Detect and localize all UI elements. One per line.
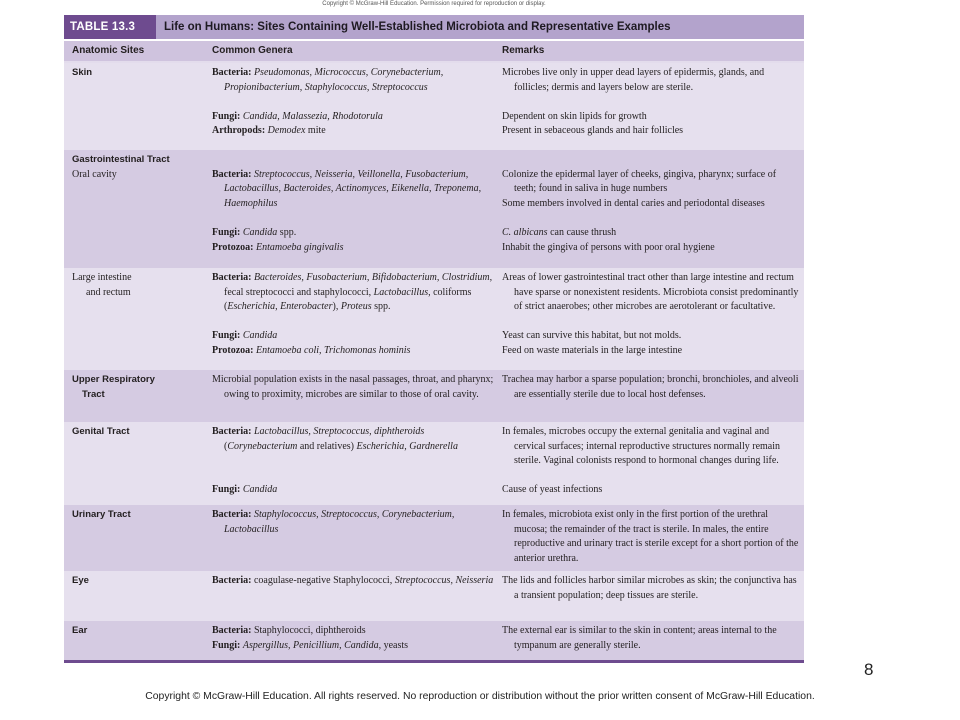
- remark-text: can cause thrush: [550, 226, 617, 238]
- genera-list: Streptococcus, Neisseria: [394, 575, 494, 586]
- remark: Microbes live only in upper dead layers of epidermis, glands, and follicles; dermis and layers below are sterile.: [502, 67, 765, 93]
- site-name: Genital Tract: [72, 426, 130, 437]
- remarks-cell: [502, 508, 800, 566]
- remark: Dependent on skin lipids for growth: [502, 110, 647, 122]
- genera-label: Bacteria:: [212, 67, 252, 78]
- genera-entry: [212, 329, 494, 344]
- site-name: Ear: [72, 625, 88, 636]
- genera-note: and relatives): [299, 440, 354, 452]
- remark: Feed on waste materials in the large intestine: [502, 344, 683, 356]
- column-header-anatomic-sites: Anatomic Sites: [72, 45, 145, 56]
- site-name: Eye: [72, 575, 89, 586]
- genera-label: Protozoa:: [212, 344, 254, 356]
- remark: Yeast can survive this habitat, but not molds.: [502, 330, 682, 342]
- row-skin: [64, 63, 804, 150]
- site-cell: [72, 66, 210, 81]
- remark: The lids and follicles harbor similar microbes as skin; the conjunctiva has a transient population; deep tissues are sterile.: [502, 575, 797, 601]
- genera-label: Bacteria:: [212, 168, 252, 180]
- remark: Some members involved in dental caries and periodontal diseases: [502, 197, 765, 209]
- genera-entry: [212, 624, 494, 639]
- genera-list: Candida: [242, 330, 278, 342]
- genera-entry: [212, 241, 494, 256]
- genera-label: Bacteria:: [212, 625, 252, 636]
- site-name: Oral cavity: [72, 168, 117, 180]
- genera-note: coagulase-negative Staphylococci,: [253, 575, 393, 586]
- genera-cell: [212, 425, 494, 498]
- genera-entry: [212, 271, 494, 329]
- table-title: Life on Humans: Sites Containing Well-Established Microbiota and Representative Examples: [164, 21, 671, 33]
- genera-note: Staphylococci, diphtheroids: [253, 625, 366, 636]
- remarks-cell: [502, 624, 800, 653]
- genera-cell: [212, 624, 494, 653]
- table-title-bar: [64, 15, 804, 41]
- genera-cell: [212, 574, 494, 589]
- genera-entry: [212, 66, 494, 110]
- genera-cell: [212, 66, 494, 139]
- row-upper-respiratory: [64, 370, 804, 422]
- site-name: Large intestine: [72, 272, 132, 283]
- genera-note: (: [224, 440, 228, 452]
- site-cell: [72, 508, 210, 523]
- genera-entry: [212, 226, 494, 241]
- genera-cell: [212, 373, 494, 402]
- site-name: Urinary Tract: [72, 509, 131, 520]
- site-cell: [72, 373, 210, 402]
- genera-list: Streptococcus, Neisseria, Veillonella, Fusobacterium, Lactobacillus, Bacteroides, Actinomyces, Eikenella, Treponema, Haemophilus: [224, 168, 482, 209]
- microbiota-table: [64, 15, 804, 663]
- genera-list: Staphylococcus, Streptococcus, Corynebacterium, Lactobacillus: [224, 509, 455, 535]
- genera-label: Fungi:: [212, 639, 241, 651]
- genera-list: Lactobacillus, Streptococcus, diphtheroids: [253, 426, 425, 437]
- genera-entry: [212, 344, 494, 359]
- site-cell: [72, 153, 210, 182]
- genera-entry: [212, 425, 494, 483]
- genera-label: Fungi:: [212, 484, 241, 496]
- genera-entry: [212, 574, 494, 589]
- site-name: Skin: [72, 67, 93, 78]
- genera-entry: Microbial population exists in the nasal passages, throat, and pharynx; owing to proximity, microbes are similar to those of oral cavity.: [212, 374, 494, 400]
- genera-list: Pseudomonas, Micrococcus, Corynebacterium, Propionibacterium, Staphylococcus, Streptococcus: [224, 67, 444, 93]
- genera-entry: [212, 508, 494, 537]
- genera-note: ),: [332, 301, 339, 313]
- genera-note: coliforms (: [224, 286, 472, 313]
- remark: In females, microbes occupy the external genitalia and vaginal and cervical surfaces; internal reproductive structures normally remain sterile. Vaginal colonists respond to hormonal changes during life.: [502, 426, 780, 467]
- remark: Areas of lower gastrointestinal tract other than large intestine and rectum have sparse or nonexistent residents. Microbiota consist predominantly of strict anaerobes; other microbes are aerotolerant or facultative.: [502, 272, 799, 313]
- genera-note: fecal streptococci and staphylococci,: [224, 286, 372, 298]
- genera-label: Fungi:: [212, 226, 241, 238]
- table-header-row: [64, 41, 804, 61]
- site-cell: [72, 425, 210, 440]
- site-group-heading: Gastrointestinal Tract: [72, 154, 170, 165]
- genera-label: Bacteria:: [212, 509, 252, 520]
- remark-species: C. albicans: [502, 226, 548, 238]
- genera-label: Protozoa:: [212, 241, 254, 253]
- site-cell: [72, 624, 210, 639]
- page-number: 8: [864, 660, 874, 679]
- remarks-cell: [502, 425, 800, 498]
- genera-list: Demodex: [267, 125, 306, 137]
- genera-list: Corynebacterium: [227, 440, 298, 452]
- genera-label: Arthropods:: [212, 125, 266, 137]
- column-header-common-genera: Common Genera: [212, 45, 293, 56]
- genera-label: Bacteria:: [212, 272, 252, 283]
- remarks-cell: [502, 271, 800, 359]
- genera-note: spp.: [374, 301, 391, 313]
- site-cell: [72, 271, 210, 300]
- row-urinary-tract: [64, 505, 804, 571]
- genera-note: yeasts: [383, 639, 409, 651]
- permission-notice: Copyright © McGraw-Hill Education. Permission required for reproduction or display.: [322, 1, 546, 7]
- genera-list: Entamoeba gingivalis: [255, 241, 344, 253]
- genera-list: Escherichia, Gardnerella: [356, 440, 458, 452]
- site-name-continued: Tract: [82, 388, 105, 400]
- row-large-intestine: [64, 268, 804, 370]
- genera-label: Fungi:: [212, 330, 241, 342]
- site-name: Upper Respiratory: [72, 374, 155, 385]
- genera-list: Aspergillus, Penicillium, Candida,: [242, 639, 382, 651]
- genera-list: Entamoeba coli, Trichomonas hominis: [255, 344, 411, 356]
- row-ear: [64, 621, 804, 663]
- genera-list: Lactobacillus,: [373, 286, 431, 298]
- remarks-cell: [502, 574, 800, 603]
- column-header-remarks: Remarks: [502, 45, 545, 56]
- genera-cell: [212, 271, 494, 359]
- row-eye: [64, 571, 804, 621]
- site-name-continued: and rectum: [86, 286, 131, 298]
- genera-note: mite: [307, 125, 326, 137]
- remark: Present in sebaceous glands and hair follicles: [502, 125, 684, 137]
- remarks-cell: [502, 66, 800, 139]
- genera-cell: [212, 168, 494, 256]
- row-oral-cavity: [64, 150, 804, 268]
- remark: Inhabit the gingiva of persons with poor oral hygiene: [502, 241, 715, 253]
- genera-label: Fungi:: [212, 110, 241, 122]
- copyright-footer: Copyright © McGraw-Hill Education. All rights reserved. No reproduction or distribution without the prior written consent of McGraw-Hill Education.: [145, 691, 815, 702]
- remark: The external ear is similar to the skin in content; areas internal to the tympanum are generally sterile.: [502, 625, 777, 651]
- genera-entry: [212, 110, 494, 125]
- row-genital-tract: [64, 422, 804, 505]
- genera-cell: [212, 508, 494, 537]
- remark: Colonize the epidermal layer of cheeks, gingiva, pharynx; surface of teeth; found in saliva in huge numbers: [502, 168, 777, 195]
- genera-label: Bacteria:: [212, 426, 252, 437]
- site-cell: [72, 574, 210, 589]
- genera-entry: [212, 168, 494, 226]
- genera-list: Candida: [242, 484, 278, 496]
- table-label: TABLE 13.3: [64, 15, 156, 39]
- remark: Cause of yeast infections: [502, 484, 603, 496]
- genera-entry: [212, 124, 494, 139]
- genera-note: spp.: [279, 226, 297, 238]
- remarks-cell: [502, 168, 800, 256]
- genera-list: Candida, Malassezia, Rhodotorula: [242, 110, 383, 122]
- genera-list: Proteus: [340, 301, 372, 313]
- genera-list: Bacteroides, Fusobacterium, Bifidobacterium, Clostridium,: [253, 272, 493, 283]
- remark: Trachea may harbor a sparse population; bronchi, bronchioles, and alveoli are essentially sterile due to local host defenses.: [502, 374, 799, 400]
- genera-list: Escherichia, Enterobacter: [227, 301, 333, 313]
- genera-list: Candida: [242, 226, 278, 238]
- genera-label: Bacteria:: [212, 575, 252, 586]
- remarks-cell: [502, 373, 800, 402]
- genera-entry: [212, 483, 494, 498]
- table-bottom-rule: [64, 660, 804, 663]
- genera-entry: [212, 639, 494, 654]
- remark: [502, 226, 800, 241]
- remark: In females, microbiota exist only in the first portion of the urethral mucosa; the remainder of the tract is sterile. In males, the entire reproductive and urinary tract is sterile except for a short portion of the anterior urethra.: [502, 509, 799, 564]
